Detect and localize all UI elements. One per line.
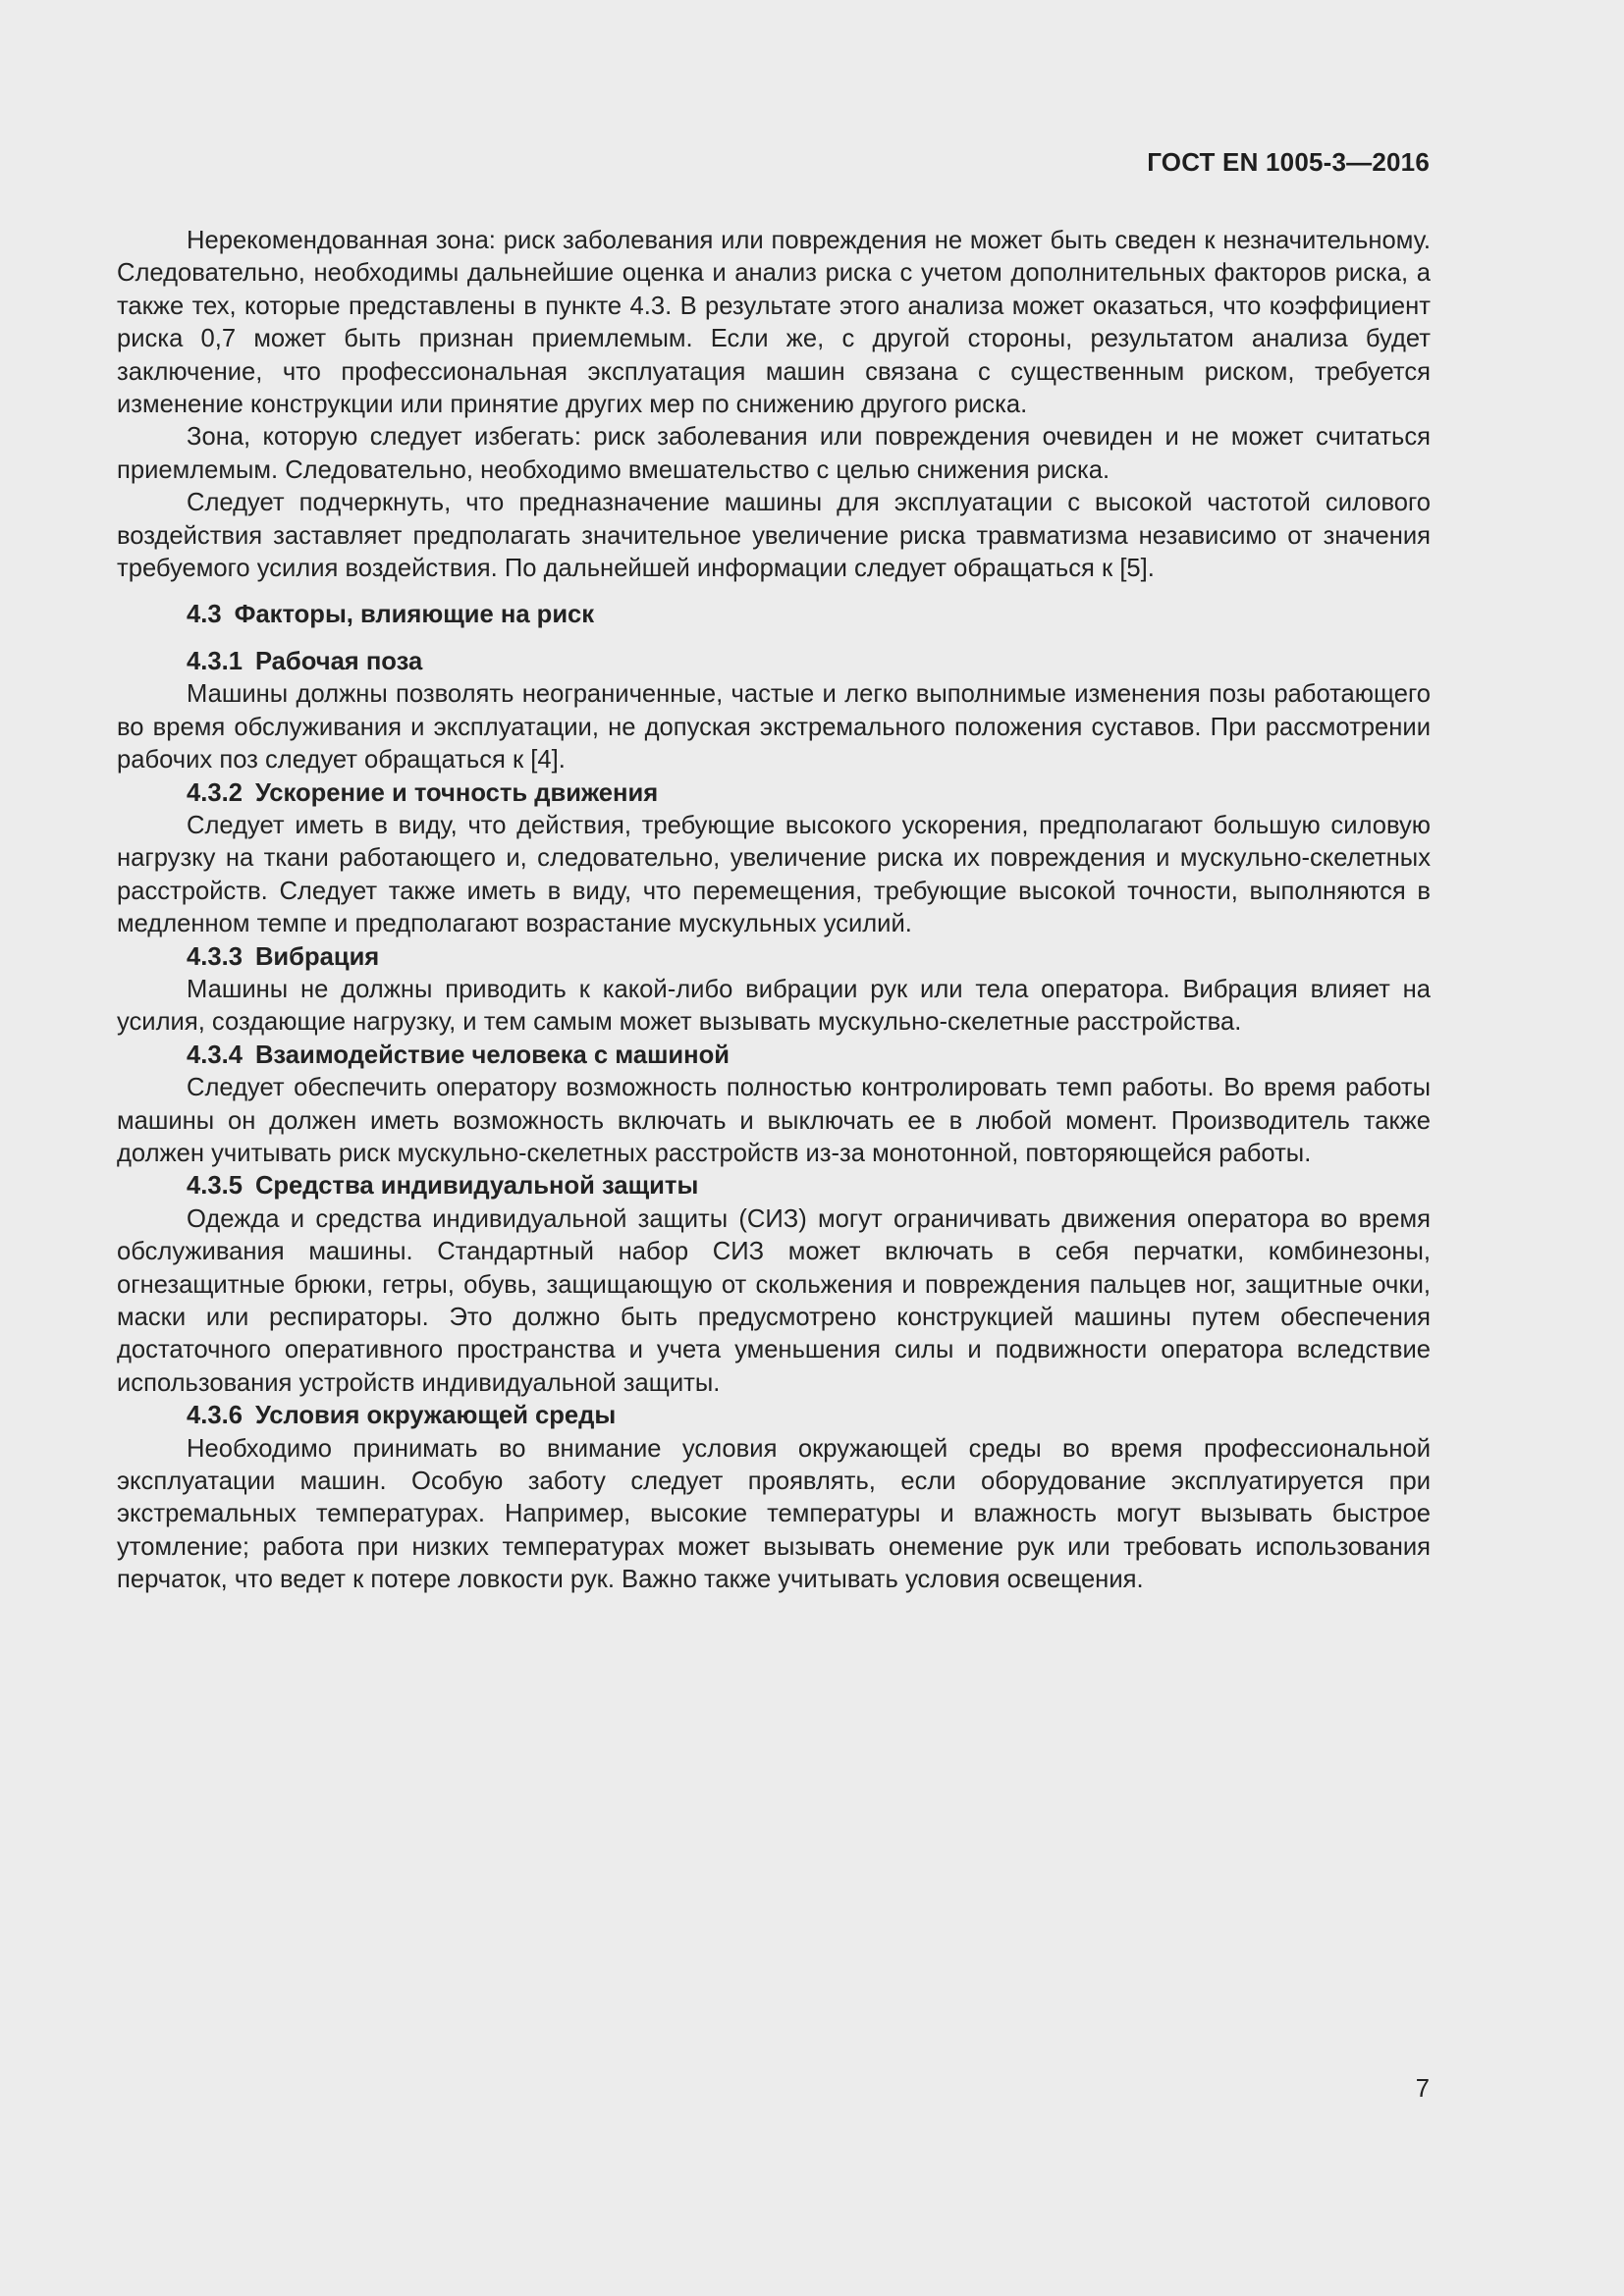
subsection-number: 4.3.4: [187, 1041, 243, 1069]
subsection-heading-4-3-1: [117, 646, 1431, 678]
section-title: Факторы, влияющие на риск: [234, 601, 595, 629]
subsection-title: Условия окружающей среды: [254, 1402, 617, 1430]
subsection-title: Вибрация: [254, 942, 380, 971]
subsection-number: 4.3.6: [187, 1402, 243, 1430]
subsection-text-4-3-5: Одежда и средства индивидуальной защиты (СИЗ) могут ограничивать движения оператора во время обслуживания машины. Стандартный набор СИЗ может включать в себя перчатки, комбинезоны, огнезащитные брюки, гетры, обувь, защищающую от скольжения и повреждения пальцев ног, защитные очки, маски или респираторы. Это должно быть предусмотрено конструкцией машины путем обеспечения достаточного оперативного пространства и учета уменьшения силы и подвижности оператора вследствие использования устройств индивидуальной защиты.: [117, 1204, 1431, 1397]
subsection-text-4-3-6: Необходимо принимать во внимание условия окружающей среды во время профессиональной эксплуатации машин. Особую заботу следует проявлять, если оборудование эксплуатируется при экстремальных температурах. Например, высокие температуры и влажность могут вызывать быстрое утомление; работа при низких температурах может вызывать онемение рук или требовать использования перчаток, что ведет к потере ловкости рук. Важно также учитывать условия освещения.: [117, 1434, 1431, 1594]
subsection-heading-4-3-4: [117, 1040, 1431, 1072]
subsection-heading-4-3-6: [117, 1400, 1431, 1432]
subsection-text-4-3-3: Машины не должны приводить к какой-либо вибрации рук или тела оператора. Вибрация влияет на усилия, создающие нагрузку, и тем самым может вызывать мускульно-скелетные расстройства.: [117, 975, 1431, 1037]
subsection-heading-4-3-5: [117, 1170, 1431, 1202]
subsection-heading-4-3-3: [117, 941, 1431, 974]
subsection-heading-4-3-2: [117, 777, 1431, 810]
subsection-number: 4.3.5: [187, 1172, 243, 1201]
subsection-title: Средства индивидуальной защиты: [254, 1172, 699, 1201]
document-body: [117, 225, 1431, 1597]
subsection-number: 4.3.2: [187, 778, 243, 807]
subsection-title: Ускорение и точность движения: [254, 778, 659, 807]
subsection-number: 4.3.3: [187, 942, 243, 971]
section-number: 4.3: [187, 601, 222, 629]
document-code-header: ГОСТ EN 1005-3—2016: [1147, 147, 1430, 177]
subsection-title: Взаимодействие человека с машиной: [254, 1041, 730, 1069]
page-number: 7: [1415, 2075, 1430, 2103]
spacer: [117, 585, 1431, 599]
paragraph-avoid-zone: Зона, которую следует избегать: риск заболевания или повреждения очевиден и не может считаться приемлемым. Следовательно, необходимо вмешательство с целью снижения риска.: [117, 423, 1431, 484]
subsection-title: Рабочая поза: [254, 647, 423, 675]
subsection-number: 4.3.1: [187, 647, 243, 675]
paragraph-high-frequency-note: Следует подчеркнуть, что предназначение машины для эксплуатации с высокой частотой силового воздействия заставляет предполагать значительное увеличение риска травматизма независимо от значения требуемого усилия воздействия. По дальнейшей информации следует обращаться к [5].: [117, 489, 1431, 583]
subsection-text-4-3-1: Машины должны позволять неограниченные, частые и легко выполнимые изменения позы работающего во время обслуживания и эксплуатации, не допуская экстремального положения суставов. При рассмотрении рабочих поз следует обращаться к [4].: [117, 680, 1431, 774]
subsection-text-4-3-4: Следует обеспечить оператору возможность полностью контролировать темп работы. Во время работы машины он должен иметь возможность включать и выключать ее в любой момент. Производитель также должен учитывать риск мускульно-скелетных расстройств из-за монотонной, повторяющейся работы.: [117, 1074, 1431, 1167]
subsection-text-4-3-2: Следует иметь в виду, что действия, требующие высокого ускорения, предполагают большую силовую нагрузку на ткани работающего и, следовательно, увеличение риска их повреждения и мускульно-скелетных расстройств. Следует также иметь в виду, что перемещения, требующие высокой точности, выполняются в медленном темпе и предполагают возрастание мускульных усилий.: [117, 811, 1431, 938]
spacer: [117, 632, 1431, 646]
paragraph-non-recommended-zone: Нерекомендованная зона: риск заболевания или повреждения не может быть сведен к незначительному. Следовательно, необходимы дальнейшие оценка и анализ риска с учетом дополнительных факторов риска, а также тех, которые представлены в пункте 4.3. В результате этого анализа может оказаться, что коэффициент риска 0,7 может быть признан приемлемым. Если же, с другой стороны, результатом анализа будет заключение, что профессиональная эксплуатация машин связана с существенным риском, требуется изменение конструкции или принятие других мер по снижению другого риска.: [117, 227, 1431, 419]
section-heading-4-3: [117, 599, 1431, 631]
